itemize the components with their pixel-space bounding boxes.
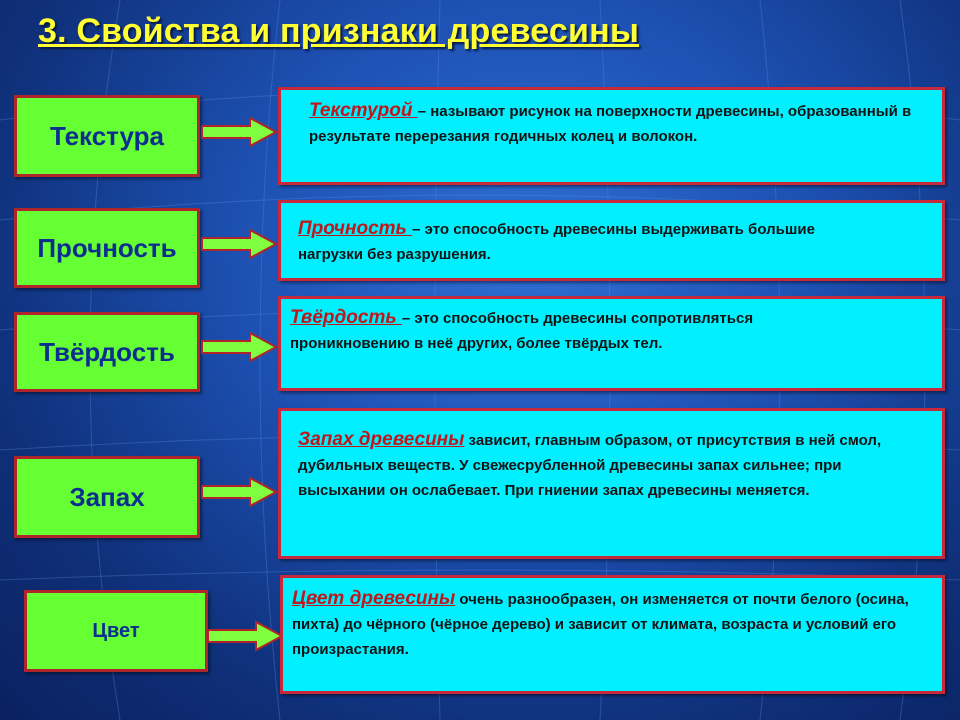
definition-hardness: [278, 296, 945, 391]
arrow-icon: [206, 620, 286, 652]
definition-smell: [278, 408, 945, 559]
label-strength: [14, 208, 200, 288]
definition-hardness-text: – это способность древесины сопротивляться проникновению в неё других, более твёрдых тел.: [290, 310, 754, 352]
arrow-icon: [200, 228, 280, 260]
definition-texture-text: – называют рисунок на поверхности древесины, образованный в результате перерезания годичных колец и волокон.: [309, 103, 912, 145]
definition-smell-text: зависит, главным образом, от присутствия в ней смол, дубильных веществ. У свежесрубленной древесины запах сильнее; при высыхании он ослабевает. При гниении запах древесины меняется.: [298, 432, 882, 499]
page-title: 3. Свойства и признаки древесины: [38, 12, 640, 50]
definition-strength-text: – это способность древесины выдерживать большие нагрузки без разрушения.: [298, 221, 815, 263]
arrow-icon: [200, 331, 280, 363]
label-hardness: [14, 312, 200, 392]
term-hardness: Твёрдость: [290, 307, 402, 328]
label-smell: [14, 456, 200, 538]
arrow-icon: [200, 476, 280, 508]
term-texture: Текстурой: [309, 100, 418, 121]
definition-texture: [278, 87, 945, 185]
label-strength-text: Прочность: [37, 232, 177, 263]
label-texture: [14, 95, 200, 177]
definition-color: [280, 575, 945, 694]
label-smell-text: Запах: [69, 481, 145, 512]
label-color-text: Цвет: [92, 619, 140, 642]
label-color: [24, 590, 208, 672]
arrow-icon: [200, 116, 280, 148]
definition-strength: [278, 200, 945, 281]
label-hardness-text: Твёрдость: [39, 336, 175, 367]
term-strength: Прочность: [298, 218, 413, 239]
definition-color-text: очень разнообразен, он изменяется от почти белого (осина, пихта) до чёрного (чёрное дерево) и зависит от климата, возраста и условий его произрастания.: [292, 591, 909, 658]
term-color: Цвет древесины: [292, 588, 456, 609]
term-smell: Запах древесины: [298, 429, 465, 450]
label-texture-text: Текстура: [49, 120, 165, 151]
